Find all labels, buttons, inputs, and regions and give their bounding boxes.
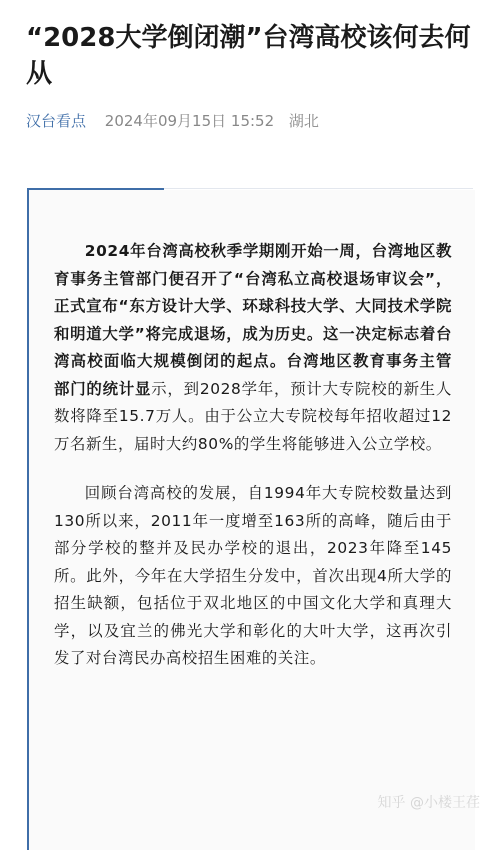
article-source-link[interactable]: 汉台看点 <box>26 112 87 130</box>
paragraph-1-bold: 2024年台湾高校秋季学期刚开始一周，台湾地区教育事务主管部门便召开了“台湾私立高校退场审议会”，正式宣布“东方设计大学、环球科技大学、大同技术学院和明道大学”将完成退场，成为历史。这一决定标志着台湾高校面临大规模倒闭的起点。台湾地区教育事务主管部门的统计显 <box>54 242 452 398</box>
article-body <box>54 238 452 673</box>
paragraph-2-text: 回顾台湾高校的发展，自1994年大专院校数量达到130所以来，2011年一度增至163所的高峰，随后由于部分学校的整并及民办学校的退出，2023年降至145所。此外，今年在大学招生分发中，首次出现4所大学的招生缺额，包括位于双北地区的中国文化大学和真理大学，以及宜兰的佛光大学和彰化的大叶大学，这再次引发了对台湾民办高校招生困难的关注。 <box>54 484 452 667</box>
card-divider-line <box>164 188 473 189</box>
paragraph-1-text: 示，到2028学年，预计大专院校的新生人数将降至15.7万人。由于公立大专院校每年招收超过12万名新生，届时大约80%的学生将能够进入公立学校。 <box>54 379 453 453</box>
article-title: “2028大学倒闭潮”台湾高校该何去何从 <box>26 23 471 89</box>
paragraph-1 <box>54 238 452 458</box>
paragraph-2 <box>54 480 452 673</box>
article-datetime: 2024年09月15日 15:52 <box>104 112 275 130</box>
zhihu-watermark: 知乎 @小楼王荏 <box>377 795 480 811</box>
card-accent-line <box>27 188 164 190</box>
article-meta <box>26 110 319 132</box>
article-location: 湖北 <box>288 112 319 130</box>
